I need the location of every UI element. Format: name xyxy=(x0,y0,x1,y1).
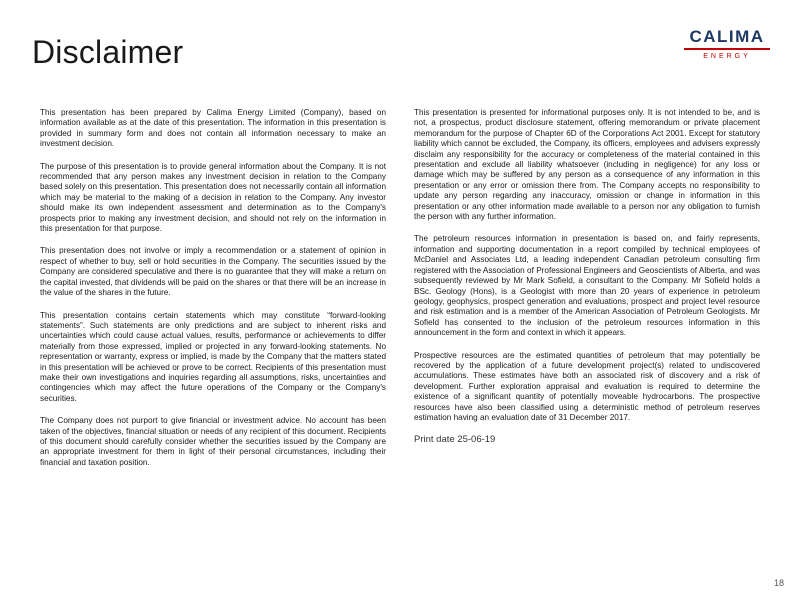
right-column xyxy=(414,108,760,446)
page-number: 18 xyxy=(773,578,784,588)
paragraph: This presentation contains certain statements which may constitute “forward-looking statements”. Such statements are only predictions and are subject to inherent risks and uncertainties which could cause actual values, results, performance or achievements to differ materially from those expressed, implied or projected in any forward-looking statements. No representation or warranty, express or implied, is made by the Company that the matters stated in this presentation will be achieved or prove to be correct. Recipients of this presentation must make their own investigations and inquiries regarding all assumptions, risks, uncertainties and contingencies which may affect the future operations of the Company or the Company's securities. xyxy=(40,310,386,403)
paragraph: The Company does not purport to give financial or investment advice. No account has been taken of the objectives, financial situation or needs of any recipient of this document. Recipients of this document should carefully consider whether the securities issued by the Company are an appropriate investment for them in light of their personal circumstances, including their financial and taxation position. xyxy=(40,416,386,467)
paragraph: This presentation is presented for informational purposes only. It is not intended to be, and is not, a prospectus, product disclosure statement, offering memorandum or private placement memorandum for the purpose of Chapter 6D of the Corporations Act 2001. Except for statutory liability which cannot be excluded, the Company, its officers, employees and advisers expressly disclaim any responsibility for the accuracy or completeness of the material contained in this presentation and exclude all liability whatsoever (including in negligence) for any loss or damage which may be suffered by any person as a consequence of any information in this presentation or any error or omission there from. The Company accepts no responsibility to update any person regarding any inaccuracy, omission or change in information in this presentation or any other information made available to a person nor any obligation to furnish the person with any further information. xyxy=(414,108,760,222)
paragraph: This presentation has been prepared by Calima Energy Limited (Company), based on information available as at the date of this presentation. The information in this presentation is provided in summary form and does not contain all information necessary to make an investment decision. xyxy=(40,108,386,149)
logo-subtitle: ENERGY xyxy=(703,53,751,60)
left-column xyxy=(40,108,386,480)
page-title: Disclaimer xyxy=(32,34,184,70)
paragraph: The petroleum resources information in presentation is based on, and fairly represents, information and supporting documentation in a report compiled by technical employees of McDaniel and Associates Ltd, a leading independent Canadian petroleum consulting firm registered with the Association of Professional Engineers and Geoscientists of Alberta, and was subsequently reviewed by Mr Mark Sofield, a consultant to the Company. Mr Sofield holds a BSc. Geology (Hons), is a Geologist with more than 20 years of experience in petroleum geology, geophysics, prospect generation and evaluations, prospect and project level resource and risk estimation and is a member of the American Association of Petroleum Geologists. Mr Sofield has consented to the inclusion of the petroleum resources information in this announcement in the form and context in which it appears. xyxy=(414,234,760,338)
logo-name: CALIMA xyxy=(684,28,770,50)
paragraph: This presentation does not involve or imply a recommendation or a statement of opinion in respect of whether to buy, sell or hold securities in the Company. The securities issued by the Company are considered speculative and there is no guarantee that they will make a return on the capital invested, that dividends will be paid on the shares or that there will be an increase in the value of the shares in the future. xyxy=(40,246,386,298)
print-date: Print date 25-06-19 xyxy=(414,434,496,446)
paragraph: The purpose of this presentation is to provide general information about the Company. It is not recommended that any person makes any investment decision in relation to the Company based solely on this presentation. This presentation does not necessarily contain all information which may be material to the making of a decision in relation to the Company. Any investor should make its own independent assessment and determination as to the Company's prospects prior to making any investment decision, and should not rely on the information in this presentation for that purpose. xyxy=(40,161,386,234)
company-logo xyxy=(684,28,770,60)
paragraph: Prospective resources are the estimated quantities of petroleum that may potentially be recovered by the application of a future development project(s) related to undiscovered accumulations. These estimates have both an associated risk of discovery and a risk of development. Further exploration appraisal and evaluation is required to determine the existence of a significant quantity of potentially moveable hydrocarbons. The prospective resources have also been classified using a deterministic method of petroleum reserves estimation having an evaluation date of 31 December 2017. xyxy=(414,350,760,422)
